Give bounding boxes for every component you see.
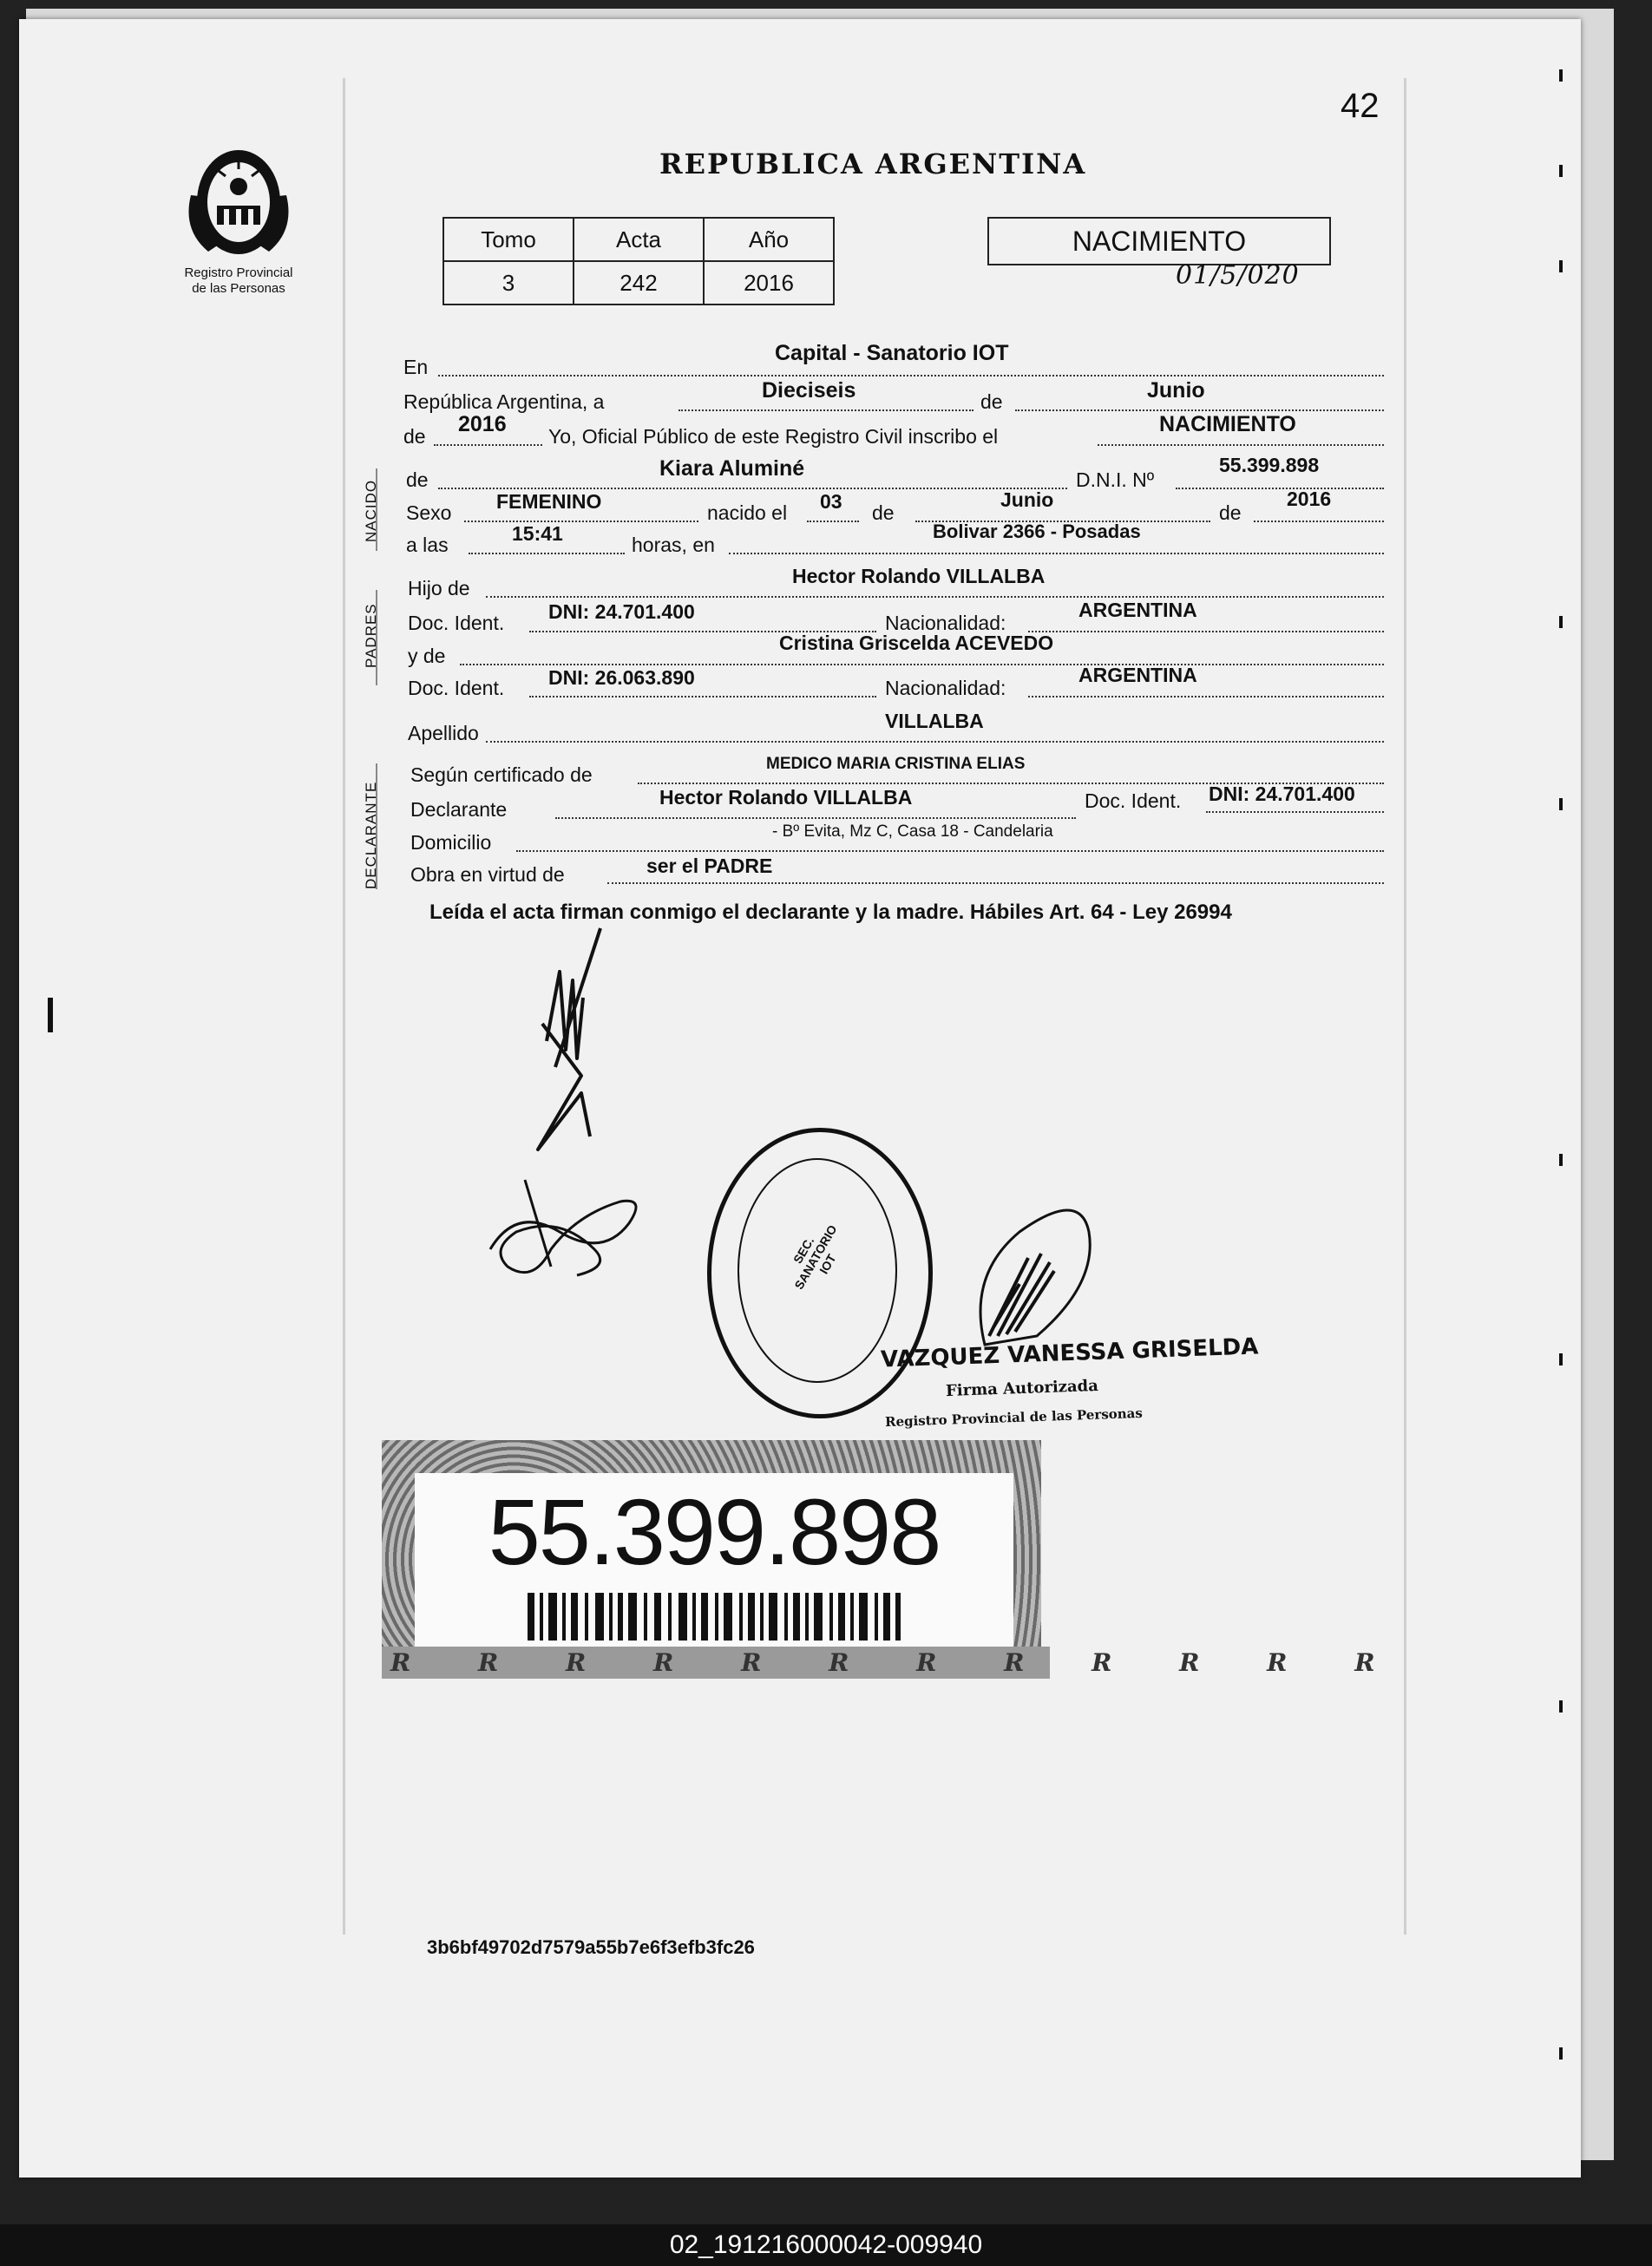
label-hijo-de: Hijo de bbox=[408, 577, 470, 599]
value-padre-dni: DNI: 24.701.400 bbox=[548, 600, 695, 623]
value-dia-texto: Dieciseis bbox=[762, 378, 856, 403]
dotted-line bbox=[438, 375, 1384, 377]
dotted-line bbox=[464, 521, 698, 522]
value-declarante: Hector Rolando VILLALBA bbox=[659, 786, 913, 809]
dotted-line bbox=[1028, 696, 1384, 697]
edge-mark bbox=[48, 998, 53, 1032]
scan-footer-id: 02_191216000042-009940 bbox=[0, 2224, 1652, 2266]
dotted-line bbox=[607, 882, 1384, 884]
dotted-line bbox=[529, 696, 876, 697]
label-obra: Obra en virtud de bbox=[410, 863, 565, 886]
official-office: Registro Provincial de las Personas bbox=[884, 1405, 1144, 1431]
barcode-bars-icon bbox=[528, 1593, 901, 1641]
official-role: Firma Autorizada bbox=[945, 1376, 1099, 1401]
label-domicilio: Domicilio bbox=[410, 831, 492, 854]
barcode-sticker bbox=[382, 1440, 1405, 1679]
dotted-line bbox=[516, 850, 1384, 852]
value-anio: 2016 bbox=[458, 412, 507, 436]
value-declarante-dni: DNI: 24.701.400 bbox=[1209, 783, 1355, 805]
logo-caption-line2: de las Personas bbox=[192, 281, 285, 296]
page-number: 42 bbox=[1341, 87, 1380, 125]
label-yo: Yo, Oficial Público de este Registro Civil inscribo el bbox=[548, 425, 999, 448]
right-margin-line bbox=[1404, 78, 1406, 1935]
value-certificado: MEDICO MARIA CRISTINA ELIAS bbox=[766, 755, 1026, 773]
side-label-padres: PADRES bbox=[363, 603, 379, 668]
dotted-line bbox=[729, 553, 1384, 554]
value-padre-nac: ARGENTINA bbox=[1078, 599, 1197, 621]
official-signature bbox=[967, 1206, 1098, 1353]
value-dia-nac: 03 bbox=[820, 490, 842, 513]
dotted-line bbox=[1206, 811, 1384, 813]
province-seal-icon bbox=[174, 134, 304, 265]
value-padre: Hector Rolando VILLALBA bbox=[792, 565, 1046, 587]
label-sexo: Sexo bbox=[406, 501, 452, 524]
registry-stamp bbox=[707, 1128, 933, 1418]
value-mes-nac: Junio bbox=[1000, 488, 1054, 511]
value-nombre: Kiara Aluminé bbox=[659, 456, 805, 481]
value-lugar: Capital - Sanatorio IOT bbox=[775, 341, 1009, 365]
mother-signature bbox=[482, 1171, 655, 1301]
dotted-line bbox=[555, 817, 1076, 819]
dotted-line bbox=[1254, 521, 1384, 522]
value-anio-nac: 2016 bbox=[1287, 488, 1332, 510]
value-sexo: FEMENINO bbox=[496, 490, 602, 513]
label-doc-ident-declarante: Doc. Ident. bbox=[1085, 789, 1182, 812]
label-apellido: Apellido bbox=[408, 722, 479, 744]
edge-mark bbox=[1559, 165, 1563, 177]
label-doc-ident-padre: Doc. Ident. bbox=[408, 612, 505, 634]
registry-table bbox=[442, 217, 835, 305]
value-madre: Cristina Griscelda ACEVEDO bbox=[779, 632, 1054, 654]
label-de-mes: de bbox=[872, 501, 895, 524]
edge-mark bbox=[1559, 798, 1563, 810]
value-dni: 55.399.898 bbox=[1219, 454, 1320, 476]
label-nacido: nacido el bbox=[707, 501, 788, 524]
edge-mark bbox=[1559, 616, 1563, 628]
dotted-line bbox=[1176, 488, 1384, 489]
label-de-nombre: de bbox=[406, 468, 429, 491]
label-dni: D.N.I. Nº bbox=[1076, 468, 1155, 491]
header-anio: Año bbox=[704, 218, 834, 261]
edge-mark bbox=[1559, 1353, 1563, 1365]
edge-mark bbox=[1559, 1154, 1563, 1166]
value-hora: 15:41 bbox=[512, 522, 563, 545]
official-name: VAZQUEZ VANESSA GRISELDA bbox=[880, 1333, 1259, 1373]
label-de: de bbox=[980, 390, 1003, 413]
value-acta: 242 bbox=[574, 261, 704, 305]
label-segun: Según certificado de bbox=[410, 763, 593, 786]
dotted-line bbox=[678, 409, 974, 411]
barcode-label bbox=[415, 1473, 1013, 1647]
label-de-anio: de bbox=[403, 425, 426, 448]
value-lugar-nac: Bolivar 2366 - Posadas bbox=[933, 521, 1141, 542]
stamp-inner-text: SEC. SANATORIO IOT bbox=[790, 1222, 840, 1292]
document-title: REPUBLICA ARGENTINA bbox=[659, 147, 1087, 180]
label-y-de: y de bbox=[408, 645, 446, 667]
declarant-signature bbox=[521, 920, 616, 1154]
edge-mark bbox=[1559, 260, 1563, 272]
dotted-line bbox=[434, 444, 542, 446]
label-nacionalidad-padre: Nacionalidad: bbox=[885, 612, 1006, 634]
document-hash: 3b6bf49702d7579a55b7e6f3efb3fc26 bbox=[427, 1936, 755, 1958]
security-strip: R R R R R R R R R R R R bbox=[382, 1647, 1050, 1679]
closing-note: Leída el acta firman conmigo el declarante y la madre. Hábiles Art. 64 - Ley 26994 bbox=[429, 901, 1232, 924]
registry-logo bbox=[165, 134, 312, 312]
side-label-nacido: NACIDO bbox=[363, 479, 379, 542]
label-doc-ident-madre: Doc. Ident. bbox=[408, 677, 505, 699]
dotted-line bbox=[486, 596, 1384, 598]
label-horas-en: horas, en bbox=[632, 534, 715, 556]
edge-mark bbox=[1559, 2047, 1563, 2060]
value-tipo: NACIMIENTO bbox=[1159, 412, 1296, 436]
side-label-declarante: DECLARANTE bbox=[363, 781, 379, 889]
label-declarante: Declarante bbox=[410, 798, 508, 821]
value-domicilio: - Bº Evita, Mz C, Casa 18 - Candelaria bbox=[772, 822, 1053, 841]
value-tomo: 3 bbox=[443, 261, 574, 305]
value-apellido: VILLALBA bbox=[885, 710, 984, 732]
dotted-line bbox=[807, 521, 859, 522]
value-mes-texto: Junio bbox=[1147, 378, 1205, 403]
label-nacionalidad-madre: Nacionalidad: bbox=[885, 677, 1006, 699]
header-acta: Acta bbox=[574, 218, 704, 261]
dotted-line bbox=[1028, 631, 1384, 632]
value-anio: 2016 bbox=[704, 261, 834, 305]
label-en: En bbox=[403, 356, 429, 378]
record-type-box: NACIMIENTO bbox=[987, 217, 1331, 265]
header-tomo: Tomo bbox=[443, 218, 574, 261]
dotted-line bbox=[438, 488, 1067, 489]
dotted-line bbox=[486, 741, 1384, 743]
label-republica: República Argentina, a bbox=[403, 390, 605, 413]
label-de-anio-nac: de bbox=[1219, 501, 1242, 524]
edge-mark bbox=[1559, 69, 1563, 82]
value-madre-dni: DNI: 26.063.890 bbox=[548, 666, 695, 689]
value-madre-nac: ARGENTINA bbox=[1078, 664, 1197, 686]
dotted-line bbox=[1098, 444, 1384, 446]
left-margin-line bbox=[343, 78, 345, 1935]
dotted-line bbox=[1015, 409, 1384, 411]
label-a-las: a las bbox=[406, 534, 449, 556]
handwritten-date: 01/5/020 bbox=[1176, 260, 1300, 291]
value-obra: ser el PADRE bbox=[646, 855, 773, 877]
barcode-number: 55.399.898 bbox=[488, 1479, 941, 1584]
dotted-line bbox=[460, 664, 1384, 665]
edge-mark bbox=[1559, 1700, 1563, 1713]
logo-caption-line1: Registro Provincial bbox=[184, 265, 293, 280]
dotted-line bbox=[469, 553, 625, 554]
